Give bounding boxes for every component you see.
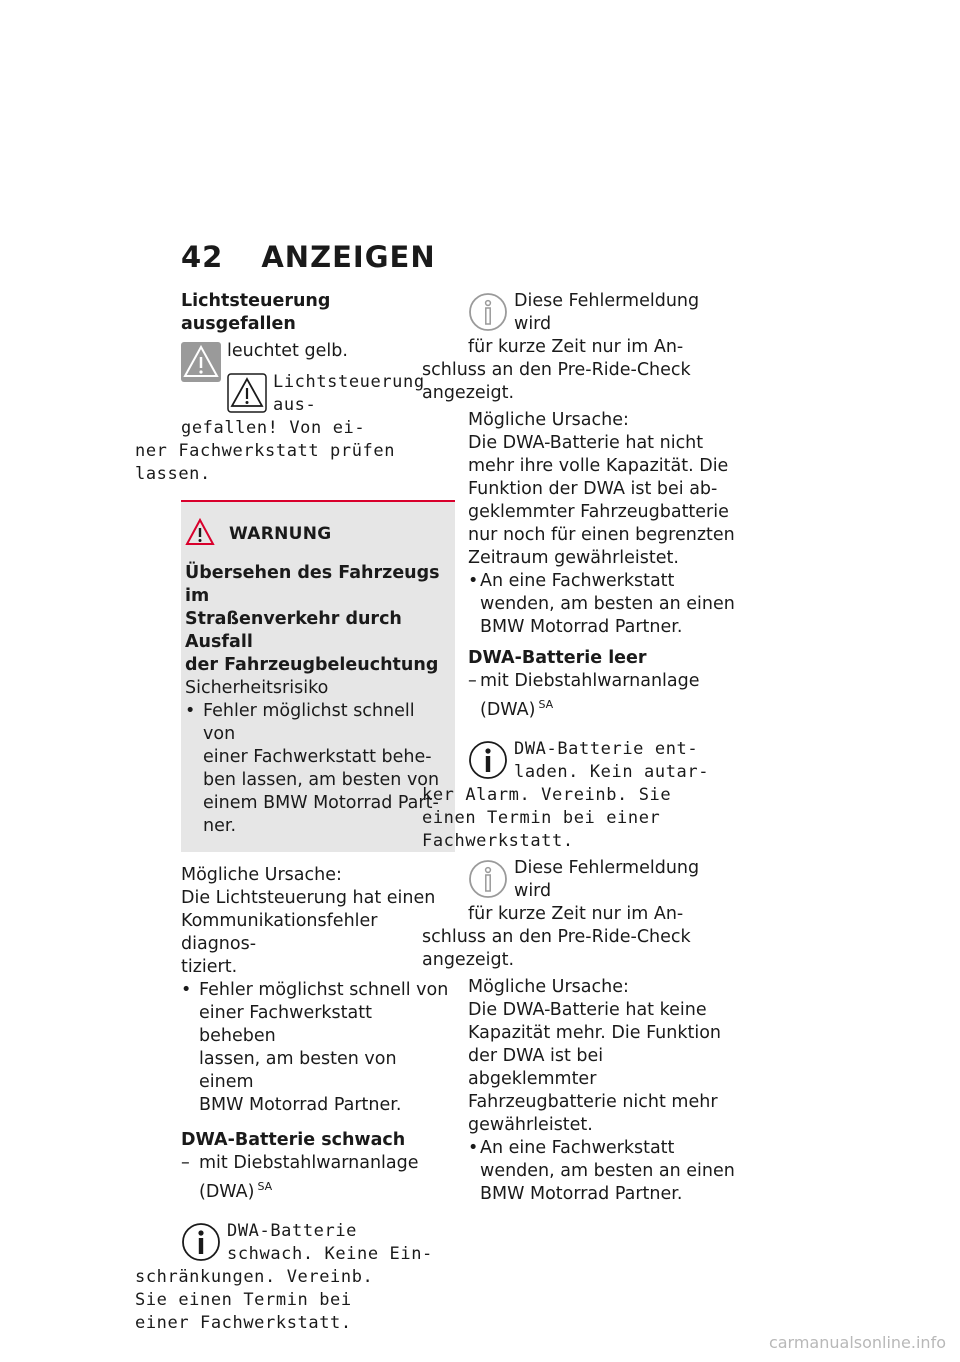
watermark: carmanualsonline.info bbox=[768, 1333, 946, 1352]
indicator-text: leuchtet gelb. bbox=[227, 341, 348, 361]
info-text: für kurze Zeit nur im An- bbox=[468, 337, 684, 357]
info-text: für kurze Zeit nur im An- bbox=[468, 904, 684, 924]
cause-text: tiziert. bbox=[181, 957, 238, 977]
message-line: DWA-Batterie bbox=[227, 1221, 358, 1241]
cause-text: Die DWA-Batterie hat nicht bbox=[468, 433, 704, 453]
info-text: schluss an den Pre-Ride-Check bbox=[422, 360, 691, 380]
action-text: BMW Motorrad Partner. bbox=[480, 1184, 683, 1204]
warning-triangle-filled-icon bbox=[181, 342, 221, 384]
message-line: einer Fachwerkstatt. bbox=[135, 1313, 352, 1333]
cause-text: Fahrzeugbatterie nicht mehr bbox=[468, 1092, 718, 1112]
action-text: An eine Fachwerkstatt bbox=[480, 1138, 675, 1158]
bullet-text: ner. bbox=[203, 816, 237, 836]
section-heading-dwa-empty: DWA-Batterie leer bbox=[468, 648, 647, 668]
info-text: Diese Fehlermeldung wird bbox=[514, 291, 700, 334]
warning-heading: Übersehen des Fahrzeugs im bbox=[185, 563, 440, 606]
action-text: BMW Motorrad Partner. bbox=[199, 1095, 402, 1115]
warning-heading: der Fahrzeugbeleuchtung bbox=[185, 655, 439, 675]
message-line: einen Termin bei einer bbox=[422, 808, 661, 828]
message-line: Lichtsteuerung aus- bbox=[273, 372, 425, 415]
message-line: Fachwerkstatt. bbox=[422, 831, 574, 851]
info-note-2 bbox=[422, 857, 736, 972]
action-text: wenden, am besten an einen bbox=[480, 594, 735, 614]
display-message-light-control bbox=[135, 371, 451, 486]
warning-box bbox=[181, 500, 455, 852]
info-outline-icon bbox=[468, 292, 508, 334]
dash-text: (DWA) bbox=[480, 700, 536, 720]
dash-text: (DWA) bbox=[199, 1182, 255, 1202]
bullet-text: einer Fachwerkstatt behe- bbox=[203, 747, 432, 767]
action-text: An eine Fachwerkstatt bbox=[480, 571, 675, 591]
cause-text: Kapazität mehr. Die Funktion bbox=[468, 1023, 722, 1043]
page-number: 42 bbox=[181, 240, 224, 274]
message-line: lassen. bbox=[135, 464, 211, 484]
message-line: ner Fachwerkstatt prüfen bbox=[135, 441, 396, 461]
info-outline-icon bbox=[468, 859, 508, 901]
cause-text: Die DWA-Batterie hat keine bbox=[468, 1000, 707, 1020]
sa-superscript: SA bbox=[538, 698, 554, 711]
warning-title bbox=[185, 518, 451, 550]
info-note-1 bbox=[422, 290, 736, 405]
page-header bbox=[181, 240, 436, 274]
message-line: gefallen! Von ei- bbox=[181, 418, 366, 438]
cause-text: geklemmter Fahrzeugbatterie bbox=[468, 502, 729, 522]
cause-text: Kommunikationsfehler diagnos- bbox=[181, 911, 378, 954]
message-line: schränkungen. Vereinb. bbox=[135, 1267, 374, 1287]
warning-heading: Straßenverkehr durch Ausfall bbox=[185, 609, 402, 652]
dash-text: mit Diebstahlwarnanlage bbox=[199, 1153, 419, 1173]
section-heading-dwa-weak: DWA-Batterie schwach bbox=[181, 1130, 406, 1150]
bullet-text: ben lassen, am besten von bbox=[203, 770, 440, 790]
action-text: einer Fachwerkstatt beheben bbox=[199, 1003, 372, 1046]
message-line: schwach. Keine Ein- bbox=[227, 1244, 433, 1264]
left-column: Lichtsteuerung ausgefallen leuchtet gelb. Lichtsteuerung aus- gefallen! Von ei- ner Fachwerkstatt prüfen lassen. WARNUNG Übersehen des Fahrzeugs im Straßenverkehr durch Ausfall der Fahrzeugbeleuchtung Sicherheitsrisiko • Fehler möglichst schnell von einer Fachwerkstatt behe- ben lassen, am besten von einem BMW Motorrad Part- ner. Mögliche Ursache: Die Lichtsteuerung hat einen Kommunikationsfehler diagnos- tiziert. • Fehler möglichst schnell von einer Fachwerkstatt beheben lassen, am besten von einem BMW Motorrad Partner. DWA-Batterie schwach – mit Diebstahlwarnanlage (DWA) $^{SA}$ DWA-Batterie schwach. Keine Ein- schränkungen. Vereinb. Sie einen Termin bei einer Fachwerkstatt. bbox=[181, 290, 451, 1335]
section-heading-light-control: Lichtsteuerung ausgefallen bbox=[181, 291, 331, 334]
cause-label: Mögliche Ursache: bbox=[181, 865, 342, 885]
cause-text: nur noch für einen begrenzten bbox=[468, 525, 735, 545]
info-icon bbox=[181, 1222, 221, 1264]
action-text: wenden, am besten an einen bbox=[480, 1161, 735, 1181]
page-title: ANZEIGEN bbox=[261, 240, 436, 274]
display-message-dwa-weak bbox=[135, 1220, 451, 1335]
info-text: angezeigt. bbox=[422, 950, 515, 970]
message-line: laden. Kein autar- bbox=[514, 762, 710, 782]
info-text: schluss an den Pre-Ride-Check bbox=[422, 927, 691, 947]
indicator-row bbox=[181, 340, 451, 363]
warning-triangle-red-icon bbox=[185, 518, 215, 550]
right-column: Diese Fehlermeldung wird für kurze Zeit nur im An- schluss an den Pre-Ride-Check angezeigt. Mögliche Ursache: Die DWA-Batterie hat nicht mehr ihre volle Kapazität. Die Funktion der DWA ist bei ab- geklemmter Fahrzeugbatterie nur noch für einen begrenzten Zeitraum gewährleistet. •An eine Fachwerkstatt wenden, am besten an einen BMW Motorrad Partner. DWA-Batterie leer – mit Diebstahlwarnanlage (DWA) $^{SA}$ DWA-Batterie ent- laden. Kein autar- ker Alarm. Vereinb. Sie einen Termin bei einer Fachwerkstatt. Diese Fehlermeldung wird für kurze Zeit nur im An- schluss an den Pre-Ride-Check angezeigt. Mögliche Ursache: Die DWA-Batterie hat keine Kapazität mehr. Die Funktion der DWA ist bei abgeklemmter Fahrzeugbatterie nicht mehr gewährleistet. •An eine Fachwerkstatt wenden, am besten an einen BMW Motorrad Partner. bbox=[422, 291, 735, 1204]
display-message-dwa-empty bbox=[422, 738, 736, 853]
info-icon bbox=[468, 740, 508, 782]
cause-text: mehr ihre volle Kapazität. Die bbox=[468, 456, 729, 476]
cause-text: gewährleistet. bbox=[468, 1115, 593, 1135]
warning-triangle-outline-icon bbox=[227, 373, 267, 415]
cause-text: der DWA ist bei abgeklemmter bbox=[468, 1046, 604, 1089]
bullet-text: Fehler möglichst schnell von bbox=[203, 701, 415, 744]
message-line: ker Alarm. Vereinb. Sie bbox=[422, 785, 672, 805]
sa-superscript: SA bbox=[257, 1180, 273, 1193]
info-text: Diese Fehlermeldung wird bbox=[514, 858, 700, 901]
message-line: DWA-Batterie ent- bbox=[514, 739, 699, 759]
warning-label: WARNUNG bbox=[229, 524, 332, 544]
cause-label: Mögliche Ursache: bbox=[468, 410, 629, 430]
dash-text: mit Diebstahlwarnanlage bbox=[480, 671, 700, 691]
bullet-text: einem BMW Motorrad Part- bbox=[203, 793, 439, 813]
warning-risk: Sicherheitsrisiko bbox=[185, 678, 329, 698]
cause-label: Mögliche Ursache: bbox=[468, 977, 629, 997]
cause-text: Zeitraum gewährleistet. bbox=[468, 548, 679, 568]
action-text: Fehler möglichst schnell von bbox=[199, 980, 449, 1000]
action-text: BMW Motorrad Partner. bbox=[480, 617, 683, 637]
cause-text: Funktion der DWA ist bei ab- bbox=[468, 479, 718, 499]
warning-bullet: • Fehler möglichst schnell von bbox=[185, 701, 415, 744]
message-line: Sie einen Termin bei bbox=[135, 1290, 352, 1310]
action-text: lassen, am besten von einem bbox=[199, 1049, 397, 1092]
info-text: angezeigt. bbox=[422, 383, 515, 403]
cause-text: Die Lichtsteuerung hat einen bbox=[181, 888, 436, 908]
